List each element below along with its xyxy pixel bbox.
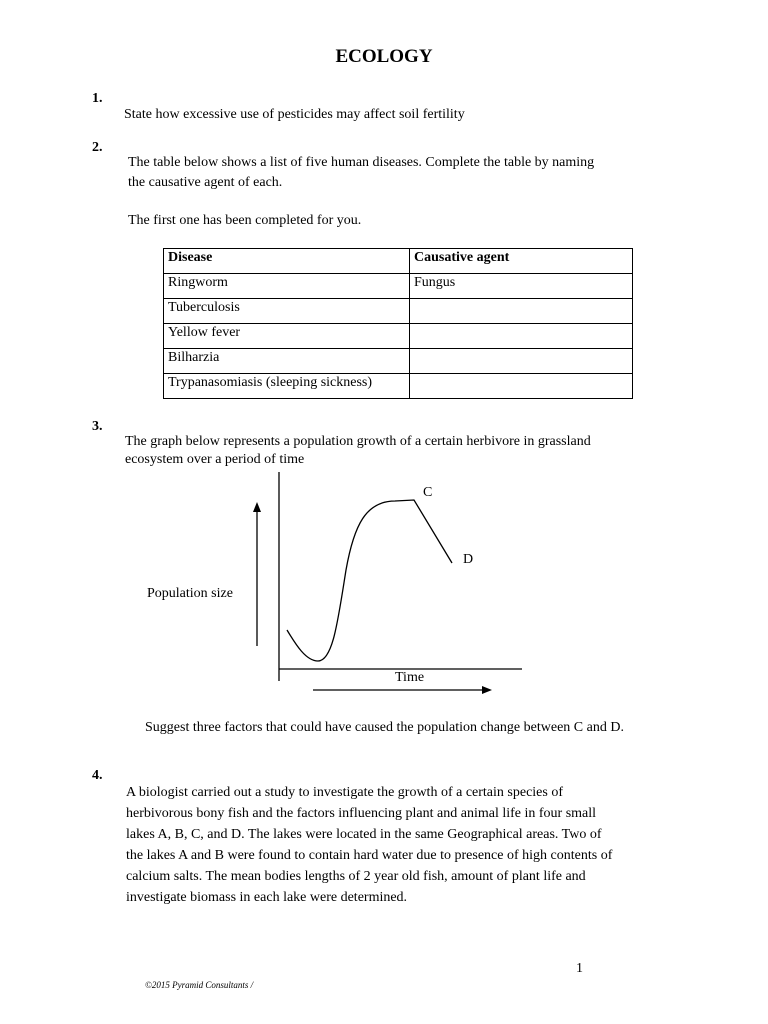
- q4-line: lakes A, B, C, and D. The lakes were located in the same Geographical areas. Two of: [126, 827, 602, 842]
- q2-line1: The table below shows a list of five human diseases. Complete the table by naming: [128, 155, 595, 170]
- disease-cell: Yellow fever: [164, 324, 410, 349]
- q3-line1: The graph below represents a population growth of a certain herbivore in grassland: [125, 434, 591, 449]
- disease-cell: Tuberculosis: [164, 299, 410, 324]
- q4-number: 4.: [92, 768, 103, 783]
- point-d-label: D: [463, 552, 474, 567]
- q1-text: State how excessive use of pesticides may affect soil fertility: [124, 107, 465, 122]
- disease-cell: Bilharzia: [164, 349, 410, 374]
- q3-question: Suggest three factors that could have caused the population change between C and D.: [145, 720, 624, 735]
- q3-number: 3.: [92, 419, 103, 434]
- right-arrow-icon: [313, 686, 492, 694]
- agent-cell: Fungus: [410, 274, 633, 299]
- disease-cell: Trypanasomiasis (sleeping sickness): [164, 374, 410, 399]
- q4-line: the lakes A and B were found to contain hard water due to presence of high contents of: [126, 848, 613, 863]
- page-title: ECOLOGY: [335, 46, 433, 67]
- q3-line2: ecosystem over a period of time: [125, 452, 305, 467]
- header-causative-agent: Causative agent: [410, 249, 633, 274]
- q1-number: 1.: [92, 91, 103, 106]
- q2-number: 2.: [92, 140, 103, 155]
- q4-line: A biologist carried out a study to investigate the growth of a certain species of: [126, 785, 563, 800]
- q2-line2: the causative agent of each.: [128, 175, 283, 190]
- q4-text: [126, 782, 686, 908]
- disease-cell: Ringworm: [164, 274, 410, 299]
- point-c-label: C: [423, 485, 433, 500]
- footer-copyright: ©2015 Pyramid Consultants /: [145, 980, 254, 990]
- q2-line3: The first one has been completed for you.: [128, 213, 362, 228]
- q4-line: investigate biomass in each lake were determined.: [126, 890, 408, 905]
- header-disease: Disease: [164, 249, 410, 274]
- q4-line: calcium salts. The mean bodies lengths of 2 year old fish, amount of plant life and: [126, 869, 586, 884]
- x-axis-label: Time: [395, 670, 425, 685]
- population-curve: [287, 500, 452, 661]
- q4-line: herbivorous bony fish and the factors influencing plant and animal life in four small: [126, 806, 597, 821]
- up-arrow-icon: [253, 502, 261, 646]
- page-number: 1: [576, 961, 583, 976]
- y-axis-label: Population size: [147, 586, 233, 601]
